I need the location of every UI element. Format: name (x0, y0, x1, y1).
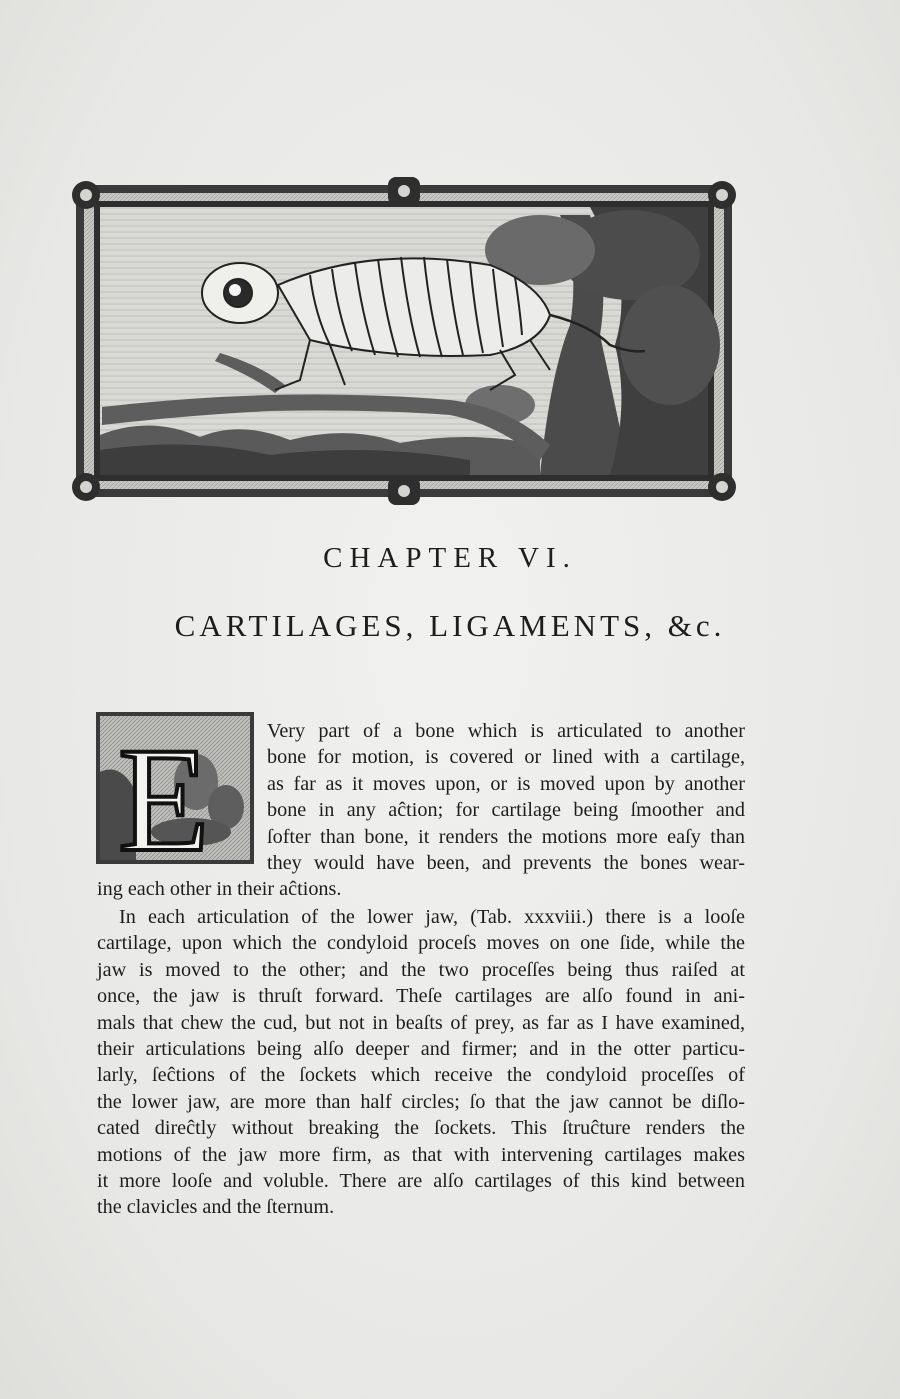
text-line: Very part of a bone which is articulated to another (267, 720, 745, 742)
text-line: mals that chew the cud, but not in beaſts of prey, as far as I have examined, (97, 1011, 745, 1034)
text-line: their articulations being alſo deeper and firmer; and in the otter particu- (97, 1037, 745, 1060)
paragraph-2 (97, 904, 745, 1221)
text-line: once, the jaw is thruſt forward. Theſe cartilages are alſo found in ani- (97, 985, 745, 1008)
chapter-heading: CHAPTER VI. (323, 542, 577, 574)
engraved-headpiece (70, 175, 738, 507)
drop-cap-letter: E (118, 717, 210, 864)
text-line: they would have been, and prevents the bones wear- (267, 851, 745, 874)
text-line: larly, ſeĉtions of the ſockets which receive the condyloid proceſſes of (97, 1064, 745, 1087)
text-line: bone in any aĉtion; for cartilage being ſmoother and (267, 799, 745, 822)
text-line: ing each other in their aĉtions. (97, 878, 342, 901)
text-line: the lower jaw, are more than half circles; ſo that the jaw cannot be diſlo- (97, 1090, 745, 1113)
paragraph-1 (97, 718, 745, 903)
text-line: as far as it moves upon, or is moved upon by another (267, 772, 745, 795)
text-line: motions of the jaw more firm, as that with intervening cartilages makes (97, 1143, 745, 1166)
chapter-title: CARTILAGES, LIGAMENTS, &c. (174, 608, 726, 643)
chameleon-skeleton-engraving (70, 175, 738, 507)
text-line: cartilage, upon which the condyloid proceſs moves on one ſide, while the (97, 932, 745, 955)
text-line: cated direĉtly without breaking the ſockets. This ſtruĉture renders the (97, 1117, 745, 1140)
text-line: it more looſe and voluble. There are alſo cartilages of this kind between (97, 1169, 745, 1192)
text-line: bone for motion, is covered or lined with a cartilage, (267, 746, 745, 769)
text-line: In each articulation of the lower jaw, (Tab. xxxviii.) there is a looſe (119, 906, 745, 928)
text-line: jaw is moved to the other; and the two proceſſes being thus raiſed at (97, 958, 745, 981)
text-line: the clavicles and the ſternum. (97, 1196, 335, 1219)
text-line: ſofter than bone, it renders the motions more eaſy than (267, 825, 745, 848)
